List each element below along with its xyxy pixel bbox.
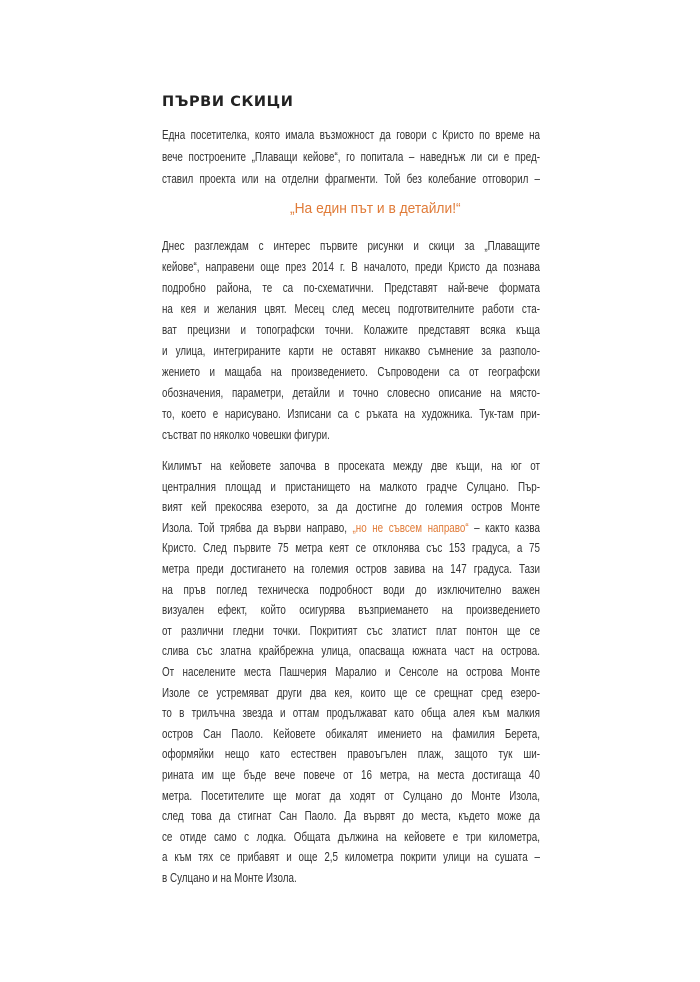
text-line: Една посетителка, която имала възможност да говори с Кристо по време на — [162, 128, 540, 142]
text-line: обозначения, параметри, детайли и точно словесно описание на място- — [162, 386, 540, 400]
paragraph-intro — [162, 124, 540, 190]
paragraph-piers — [162, 456, 540, 888]
text-line: от различни гледни точки. Покритият със златист плат понтон ще се — [162, 623, 540, 638]
text-line: Изоле се устремяват други два кея, които ще се срещнат сред езеро- — [162, 685, 540, 700]
text-line: метра. Посетителите ще могат да ходят от Сулцано до Монте Изола, — [162, 788, 540, 803]
text-line: централния площад и пристанището на малкото градче Сулцано. Пър- — [162, 479, 540, 494]
text-line: Кристо. След първите 75 метра кеят се отклонява със 153 градуса, а 75 — [162, 541, 540, 556]
text-line: От населените места Пашчерия Маралио и Сенсоле на острова Монте — [162, 664, 540, 679]
text-line: кейове“, направени още през 2014 г. В началото, преди Кристо да познава — [162, 260, 540, 274]
text-line: на пръв поглед техническа подробност води до изключително важен — [162, 582, 540, 597]
section-heading: ПЪРВИ СКИЦИ — [162, 94, 294, 110]
text-line: на кея и желания цвят. Месец след месец подготвителните работи ста- — [162, 302, 540, 316]
text-line: жението и мащаба на произведението. Съпроводени са от географски — [162, 365, 540, 379]
text-line: ставил проекта или на отделни фрагменти. Той без колебание отговорил – — [162, 172, 540, 186]
text-line: Килимът на кейовете започва в просеката между две къщи, на юг от — [162, 459, 540, 473]
paragraph-sketches — [162, 236, 540, 446]
highlighted-quote: „но не съвсем направо“ — [352, 520, 469, 535]
text-line: се отиде само с лодка. Общата дължина на кейовете е три километра, — [162, 829, 540, 844]
text-line: състват по няколко човешки фигури. — [162, 428, 330, 442]
pull-quote: „На един път и в детайли!“ — [290, 200, 461, 217]
text-line: метра преди достигането на големия остров завива на 147 градуса. Тази — [162, 561, 540, 576]
text-segment: Изола. Той трябва да върви направо, — [162, 520, 353, 535]
text-line: визуален ефект, който осигурява възприемането на произведението — [162, 603, 540, 618]
text-line: остров Сан Паоло. Кейовете обикалят имението на фамилия Берета, — [162, 726, 540, 741]
text-line: а към тях се прибавят и още 2,5 километра покрити улици на сушата – — [162, 850, 540, 865]
text-line: рината им ще бъде вече повече от 16 метра, на места достигаща 40 — [162, 767, 540, 782]
text-line: вият кей прекосява езерото, за да достигне до големия остров Монте — [162, 500, 540, 515]
text-line: в Сулцано и на Монте Изола. — [162, 870, 297, 885]
text-line: то, което е нарисувано. Изписани са с ръката на художника. Тук-там при- — [162, 407, 540, 421]
text-line: оформяйки нещо като естествен правоъгълен плаж, защото тук ши- — [162, 747, 540, 762]
text-segment: – както казва — [468, 520, 540, 535]
text-line: вече построените „Плаващи кейове“, го попитала – наведнъж ли си е пред- — [162, 150, 540, 164]
text-line: ват прецизни и топографски точни. Колажите представят всяка къща — [162, 323, 540, 337]
text-line: то в трилъчна звезда и оттам продължават като обща алея към малкия — [162, 706, 540, 721]
text-line: подробно района, те са по-схематични. Представят най-вече формата — [162, 281, 540, 295]
text-line: след това да стигнат Сан Паоло. Да вървят до места, където може да — [162, 809, 540, 824]
text-line: слива със златна крайбрежна улица, опасваща южната част на острова. — [162, 644, 540, 659]
text-line: и улица, интегрираните карти не оставят никакво съмнение за разполо- — [162, 344, 540, 358]
text-line-with-highlight — [162, 518, 540, 539]
text-line: Днес разглеждам с интерес първите рисунки и скици за „Плаващите — [162, 239, 540, 253]
